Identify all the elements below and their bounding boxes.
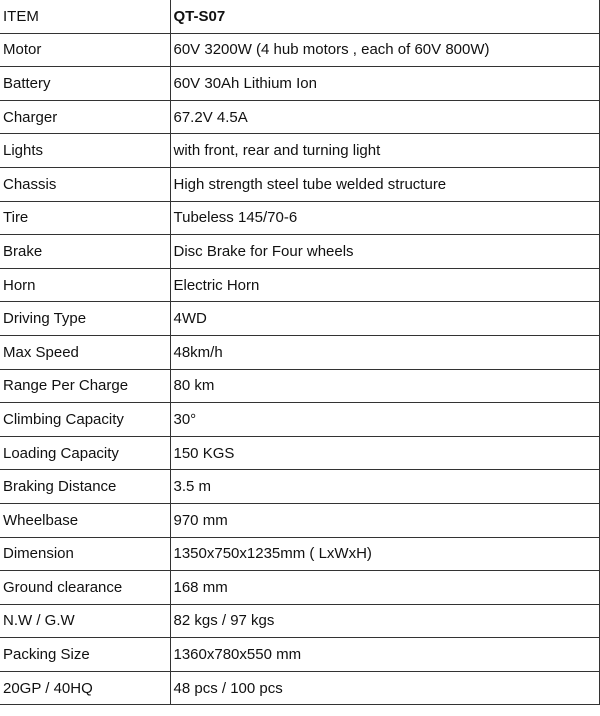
spec-value: 48km/h (170, 335, 600, 369)
table-row (0, 302, 600, 336)
spec-label: 20GP / 40HQ (0, 671, 170, 705)
table-row (0, 604, 600, 638)
spec-value: 970 mm (170, 503, 600, 537)
spec-label: Climbing Capacity (0, 403, 170, 437)
table-row (0, 571, 600, 605)
table-row (0, 335, 600, 369)
table-row (0, 201, 600, 235)
table-header-row (0, 0, 600, 33)
spec-label: Braking Distance (0, 470, 170, 504)
spec-label: Lights (0, 134, 170, 168)
spec-value: Electric Horn (170, 268, 600, 302)
spec-label: Dimension (0, 537, 170, 571)
spec-label: Brake (0, 235, 170, 269)
table-row (0, 235, 600, 269)
spec-label: Packing Size (0, 638, 170, 672)
spec-label: Chassis (0, 167, 170, 201)
table-row (0, 268, 600, 302)
spec-label: Range Per Charge (0, 369, 170, 403)
spec-value: 1350x750x1235mm ( LxWxH) (170, 537, 600, 571)
table-row (0, 470, 600, 504)
spec-label: Loading Capacity (0, 436, 170, 470)
spec-value: 30° (170, 403, 600, 437)
spec-value: Disc Brake for Four wheels (170, 235, 600, 269)
spec-label: Charger (0, 100, 170, 134)
table-row (0, 537, 600, 571)
spec-value: High strength steel tube welded structure (170, 167, 600, 201)
table-row (0, 436, 600, 470)
header-value-cell: QT-S07 (170, 0, 600, 33)
spec-value: with front, rear and turning light (170, 134, 600, 168)
spec-value: 150 KGS (170, 436, 600, 470)
spec-label: Motor (0, 33, 170, 67)
table-row (0, 100, 600, 134)
spec-value: 168 mm (170, 571, 600, 605)
spec-value: 3.5 m (170, 470, 600, 504)
table-row (0, 503, 600, 537)
spec-label: N.W / G.W (0, 604, 170, 638)
table-row (0, 167, 600, 201)
spec-label: Battery (0, 67, 170, 101)
spec-value: 60V 3200W (4 hub motors , each of 60V 800W) (170, 33, 600, 67)
spec-label: Driving Type (0, 302, 170, 336)
spec-label: Horn (0, 268, 170, 302)
table-row (0, 403, 600, 437)
table-row (0, 638, 600, 672)
spec-value: 82 kgs / 97 kgs (170, 604, 600, 638)
table-row (0, 369, 600, 403)
spec-value: 60V 30Ah Lithium Ion (170, 67, 600, 101)
spec-value: Tubeless 145/70-6 (170, 201, 600, 235)
spec-value: 4WD (170, 302, 600, 336)
spec-label: Max Speed (0, 335, 170, 369)
spec-label: Tire (0, 201, 170, 235)
spec-value: 1360x780x550 mm (170, 638, 600, 672)
table-row (0, 67, 600, 101)
table-row (0, 33, 600, 67)
spec-value: 80 km (170, 369, 600, 403)
spec-label: Wheelbase (0, 503, 170, 537)
spec-value: 48 pcs / 100 pcs (170, 671, 600, 705)
header-label-cell: ITEM (0, 0, 170, 33)
table-row (0, 671, 600, 705)
spec-value: 67.2V 4.5A (170, 100, 600, 134)
spec-label: Ground clearance (0, 571, 170, 605)
table-row (0, 134, 600, 168)
